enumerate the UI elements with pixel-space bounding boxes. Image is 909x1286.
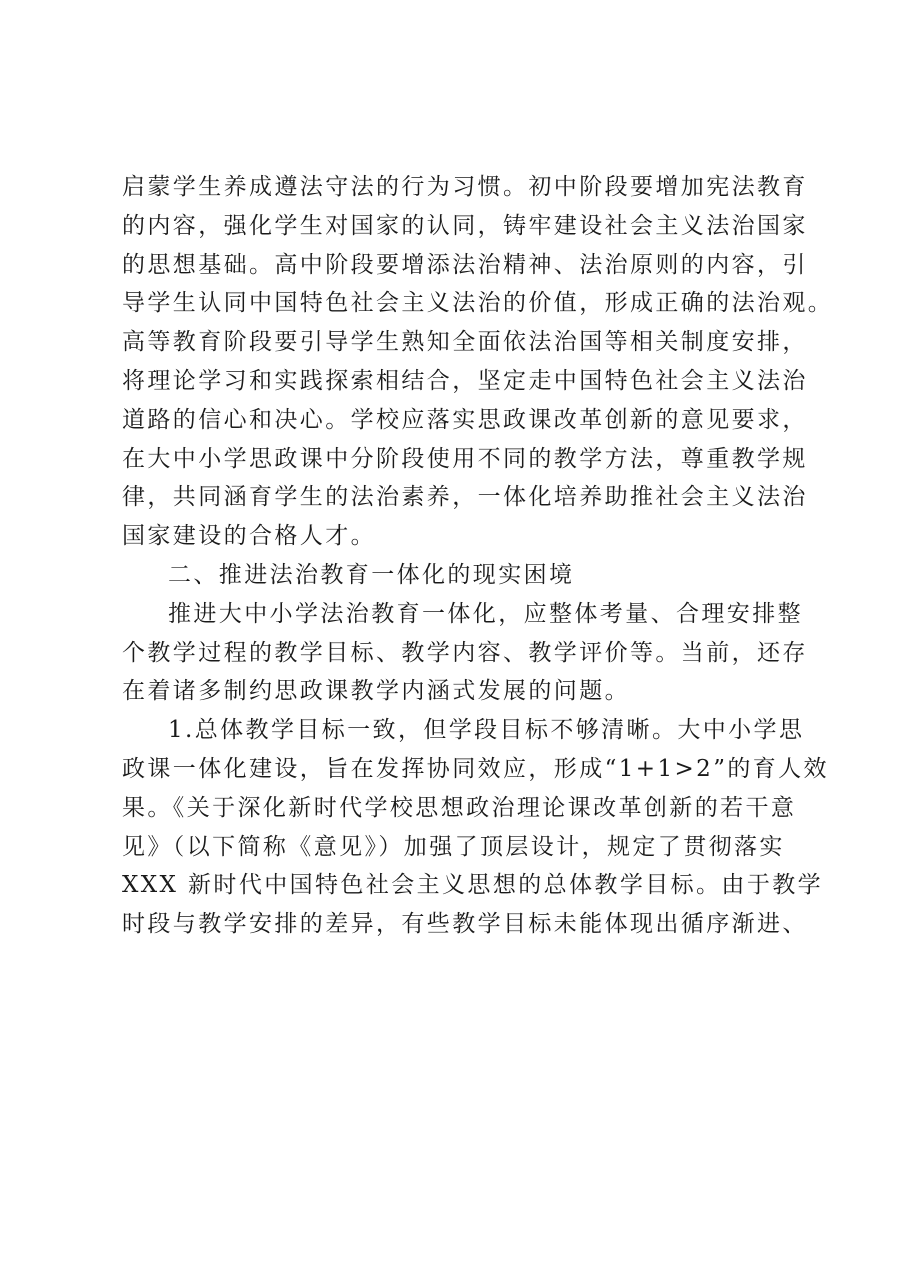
text-line: 启蒙学生养成遵法守法的行为习惯。初中阶段要增加宪法教育 [122,174,808,200]
text-line: 在大中小学思政课中分阶段使用不同的教学方法，尊重教学规 [122,445,808,472]
text-line: 个教学过程的教学目标、教学内容、教学评价等。当前，还存 [122,639,808,666]
text-line: 律，共同涵育学生的法治素养，一体化培养助推社会主义法治 [122,484,808,511]
text-line: 的思想基础。高中阶段要增添法治精神、法治原则的内容，引 [122,251,808,278]
text-line: 高等教育阶段要引导学生熟知全面依法治国等相关制度安排， [122,329,808,356]
text-line: 国家建设的合格人才。 [122,523,376,550]
text-line: 在着诸多制约思政课教学内涵式发展的问题。 [122,678,630,705]
text-line: 导学生认同中国特色社会主义法治的价值，形成正确的法治观。 [122,290,834,317]
text-line: 道路的信心和决心。学校应落实思政课改革创新的意见要求， [122,406,808,433]
text-line: 的内容，强化学生对国家的认同，铸牢建设社会主义法治国家 [122,212,808,239]
text-line: 推进大中小学法治教育一体化，应整体考量、合理安排整 [168,600,803,627]
text-line: 将理论学习和实践探索相结合，坚定走中国特色社会主义法治 [122,367,808,394]
text-line: XXX 新时代中国特色社会主义思想的总体教学目标。由于教学 [122,872,824,899]
text-line: 1.总体教学目标一致，但学段目标不够清晰。大中小学思 [168,717,805,744]
text-line: 果。《关于深化新时代学校思想政治理论课改革创新的若干意 [122,794,797,821]
section-heading: 二、推进法治教育一体化的现实困境 [168,561,575,588]
text-line: 政课一体化建设，旨在发挥协同效应，形成“1+1>2”的育人效 [122,755,829,782]
text-line: 见》（以下简称《意见》）加强了顶层设计，规定了贯彻落实 [122,833,785,860]
text-line: 时段与教学安排的差异，有些教学目标未能体现出循序渐进、 [122,911,808,938]
document-body [122,168,834,944]
